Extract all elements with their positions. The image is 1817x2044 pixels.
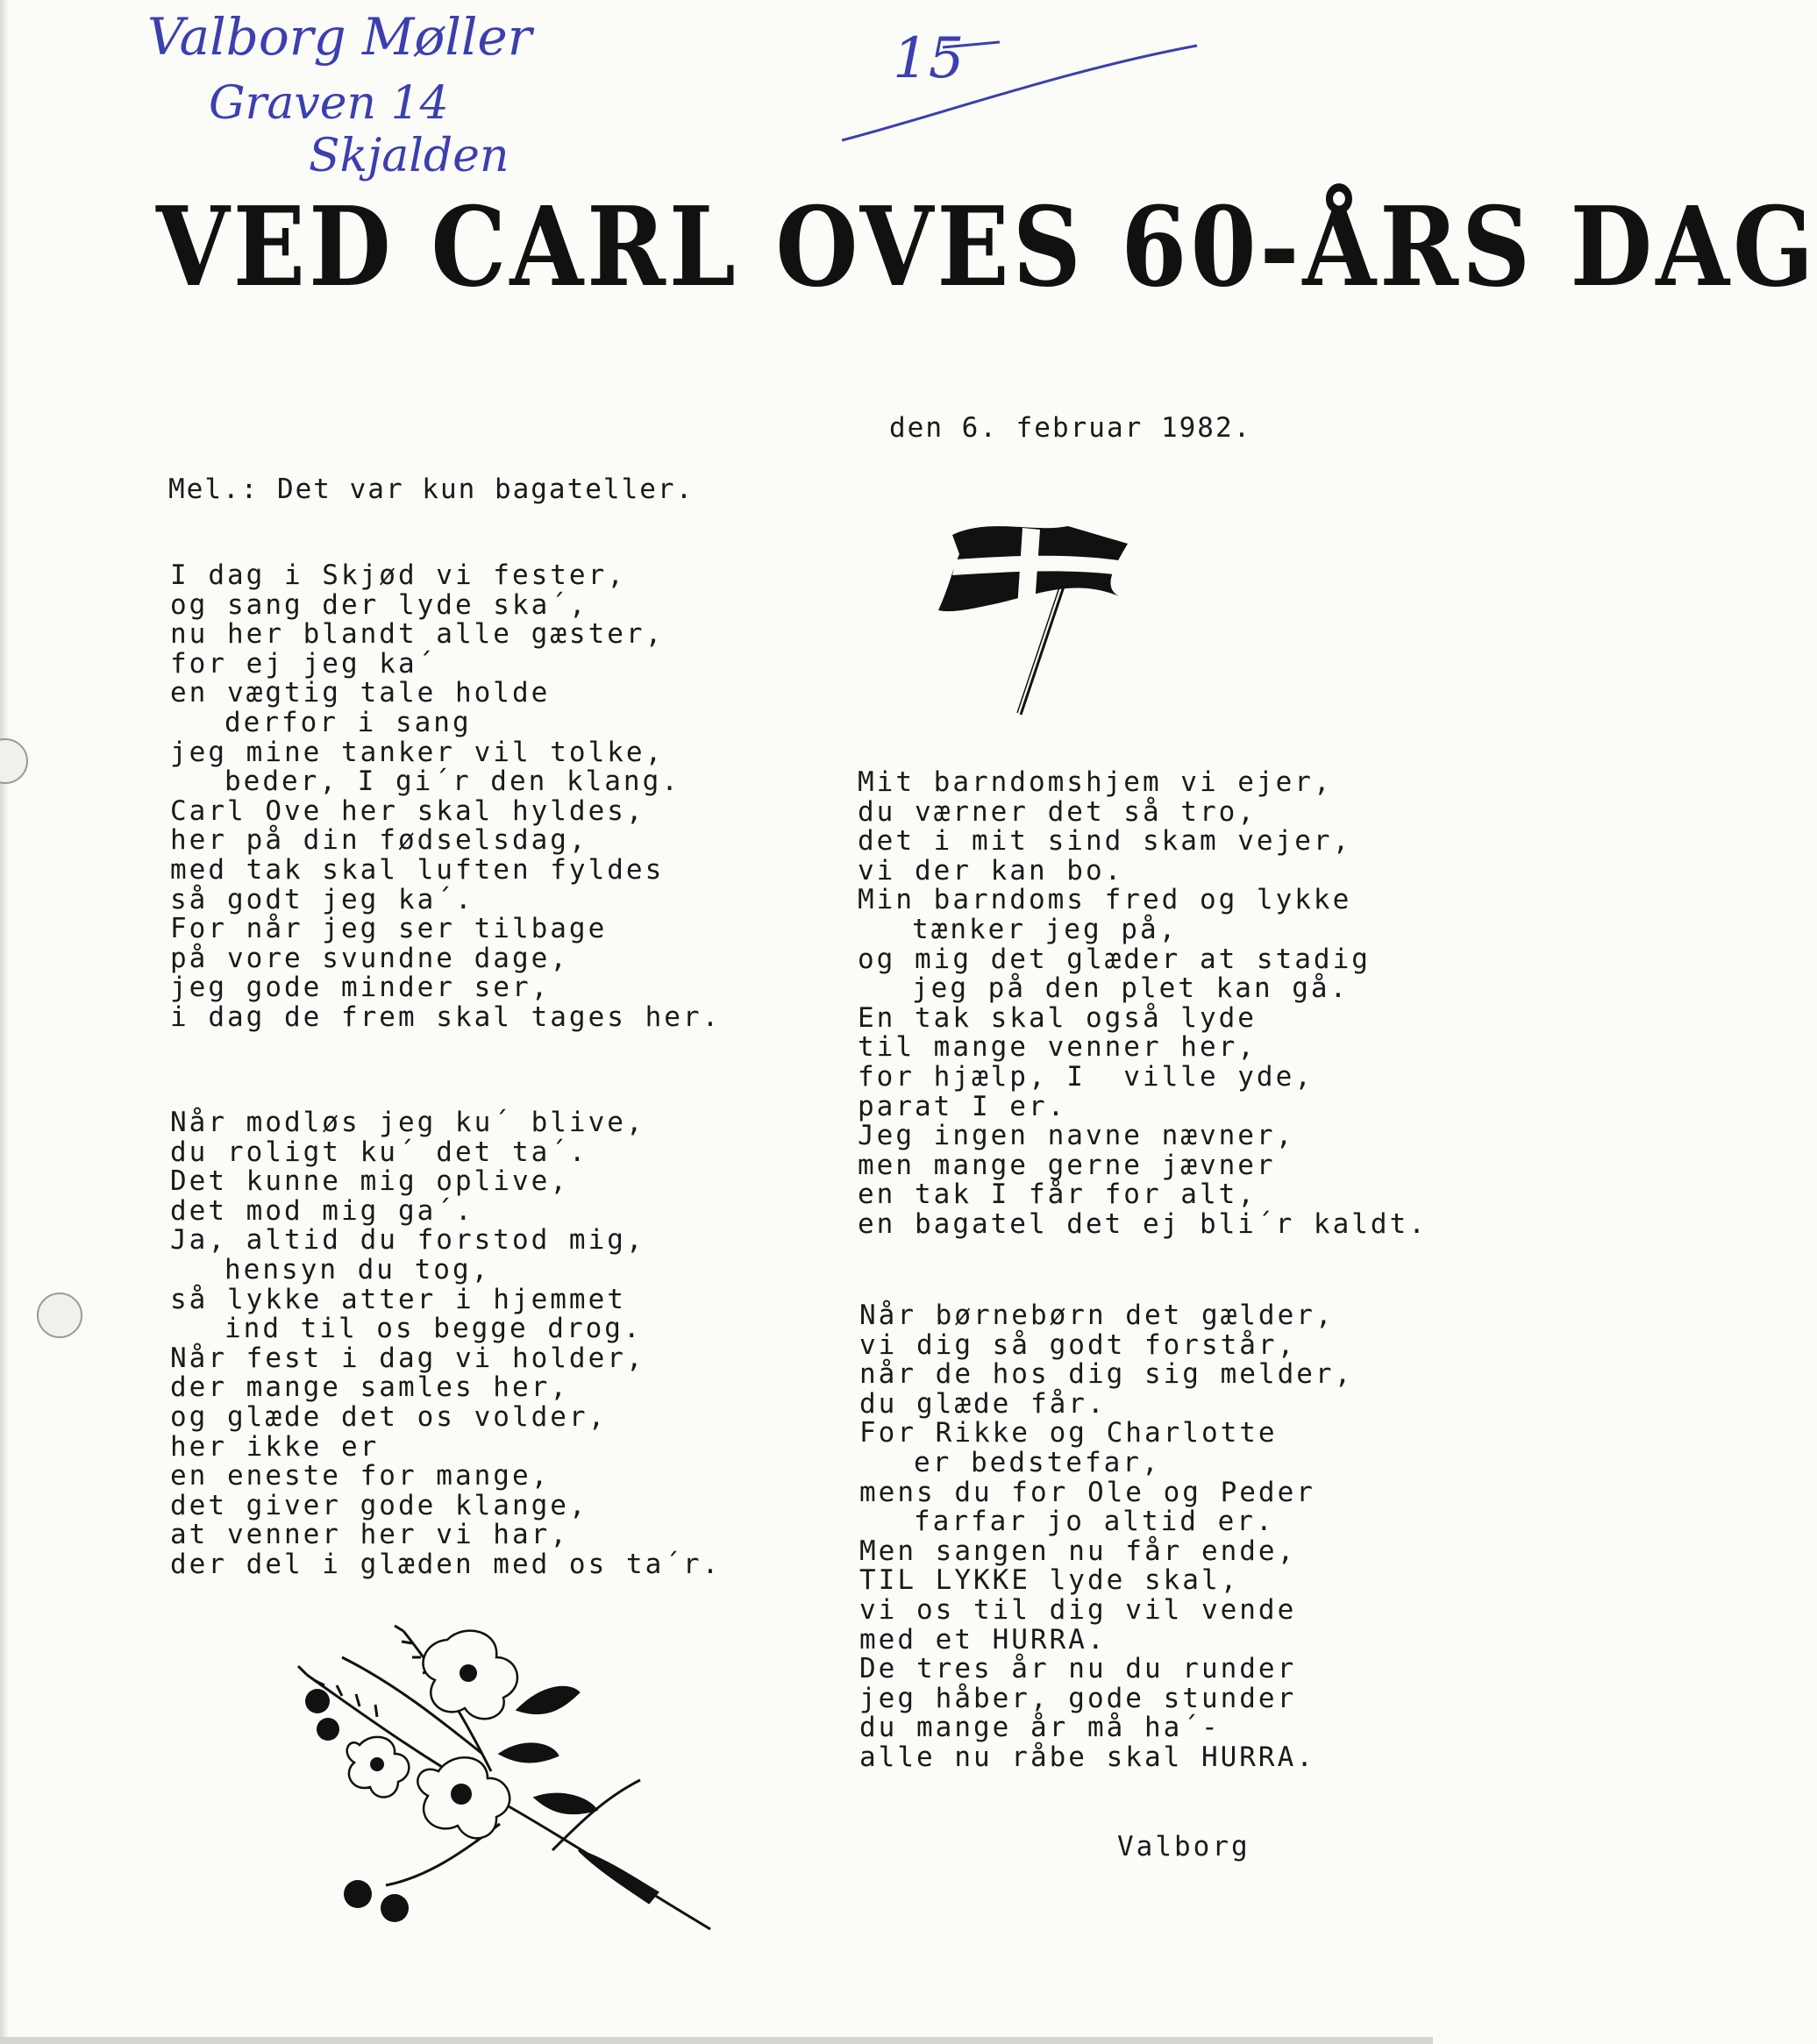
verse-line: Når børnebørn det gælder, (859, 1300, 1335, 1331)
handwritten-name: Valborg Møller (147, 7, 532, 67)
verse-line: vi os til dig vil vende (859, 1593, 1297, 1626)
verse-line: du mange år må ha´- (859, 1712, 1221, 1744)
verse-line: For når jeg ser tilbage (170, 913, 608, 945)
verse-line: tænker jeg på, (912, 913, 1179, 945)
verse-4 (859, 1301, 1353, 1773)
verse-line: nu her blandt alle gæster, (170, 618, 665, 651)
verse-line: der mange samles her, (170, 1371, 569, 1404)
handwritten-stroke (837, 35, 1206, 149)
verse-line: Mit barndomshjem vi ejer, (858, 766, 1333, 798)
verse-line: alle nu råbe skal HURRA. (859, 1741, 1315, 1773)
verse-line: at venner her vi har, (170, 1519, 569, 1551)
verse-line: En tak skal også lyde (858, 1001, 1257, 1034)
verse-line: så lykke atter i hjemmet (170, 1283, 626, 1315)
verse-line: med tak skal luften fyldes (170, 853, 665, 886)
verse-line: Min barndoms fred og lykke (858, 884, 1352, 916)
verse-line: derfor i sang (224, 706, 472, 738)
verse-line: for ej jeg ka´ (170, 647, 437, 680)
date-line: den 6. februar 1982. (889, 412, 1252, 444)
verse-line: beder, I gi´r den klang. (224, 766, 680, 798)
handwritten-street: Graven 14 (209, 77, 449, 130)
handwritten-city: Skjalden (309, 130, 509, 182)
page-title: VED CARL OVES 60-ÅRS DAG (156, 184, 1817, 311)
verse-line: parat I er. (858, 1090, 1067, 1122)
verse-3 (858, 768, 1428, 1240)
verse-line: farfar jo altid er. (914, 1506, 1275, 1538)
verse-line: Jeg ingen navne nævner, (858, 1120, 1295, 1152)
verse-line: til mange venner her, (858, 1031, 1257, 1064)
verse-line: I dag i Skjød vi fester, (170, 559, 626, 591)
verse-line: det mod mig ga´. (170, 1194, 474, 1227)
verse-line: her ikke er (170, 1430, 380, 1463)
verse-line: du glæde får. (859, 1387, 1107, 1420)
verse-line: det giver gode klange, (170, 1489, 588, 1521)
verse-line: TIL LYKKE lyde skal, (859, 1564, 1240, 1597)
verse-line: det i mit sind skam vejer, (858, 825, 1352, 858)
danish-flag-icon (937, 517, 1147, 719)
verse-line: Carl Ove her skal hyldes, (170, 794, 645, 827)
verse-line: jeg på den plet kan gå. (912, 972, 1350, 1005)
verse-line: De tres år nu du runder (859, 1653, 1297, 1685)
verse-line: på vore svundne dage, (170, 942, 569, 974)
verse-line: Det kunne mig oplive, (170, 1165, 569, 1198)
handwritten-page-number: 15 (893, 26, 965, 91)
verse-line: i dag de frem skal tages her. (170, 1001, 722, 1033)
verse-line: du roligt ku´ det ta´. (170, 1136, 588, 1168)
verse-line: og glæde det os volder, (170, 1400, 608, 1433)
verse-line: mens du for Ole og Peder (859, 1476, 1315, 1508)
verse-line: en bagatel det ej bli´r kaldt. (858, 1207, 1428, 1240)
verse-line: For Rikke og Charlotte (859, 1417, 1278, 1449)
verse-2 (170, 1108, 721, 1580)
verse-line: vi dig så godt forstår, (859, 1328, 1297, 1361)
verse-line: og mig det glæder at stadig (858, 943, 1371, 975)
verse-line: jeg gode minder ser, (170, 972, 551, 1004)
signature: Valborg (1117, 1831, 1251, 1862)
verse-line: Ja, altid du forstod mig, (170, 1224, 645, 1257)
verse-line: en tak I får for alt, (858, 1179, 1257, 1211)
verse-line: så godt jeg ka´. (170, 883, 474, 915)
verse-line: her på din fødselsdag, (170, 824, 588, 857)
punch-hole (0, 738, 28, 784)
verse-line: ind til os begge drog. (224, 1313, 643, 1345)
verse-line: med et HURRA. (859, 1623, 1107, 1656)
verse-line: jeg håber, gode stunder (859, 1682, 1297, 1714)
melody-line: Mel.: Det var kun bagateller. (168, 474, 695, 505)
verse-line: en eneste for mange, (170, 1460, 551, 1492)
paper-left-edge (0, 0, 9, 2044)
verse-line: du værner det så tro, (858, 795, 1257, 828)
verse-line: er bedstefar, (914, 1446, 1161, 1478)
verse-line: jeg mine tanker vil tolke, (170, 736, 665, 768)
punch-hole (37, 1293, 82, 1338)
verse-line: Når modløs jeg ku´ blive, (170, 1107, 645, 1138)
verse-line: men mange gerne jævner (858, 1149, 1276, 1181)
verse-line: der del i glæden med os ta´r. (170, 1548, 722, 1580)
verse-line: og sang der lyde ska´, (170, 588, 588, 621)
verse-line: for hjælp, I ville yde, (858, 1060, 1314, 1093)
verse-line: hensyn du tog, (224, 1253, 491, 1286)
verse-line: Men sangen nu får ende, (859, 1535, 1297, 1567)
verse-line: en vægtig tale holde (170, 677, 551, 709)
verse-line: når de hos dig sig melder, (859, 1358, 1354, 1391)
flower-bouquet-icon (289, 1622, 728, 1938)
verse-1 (170, 561, 721, 1033)
verse-line: Når fest i dag vi holder, (170, 1342, 645, 1374)
paper-bottom-edge (0, 2037, 1433, 2044)
verse-line: vi der kan bo. (858, 854, 1124, 887)
